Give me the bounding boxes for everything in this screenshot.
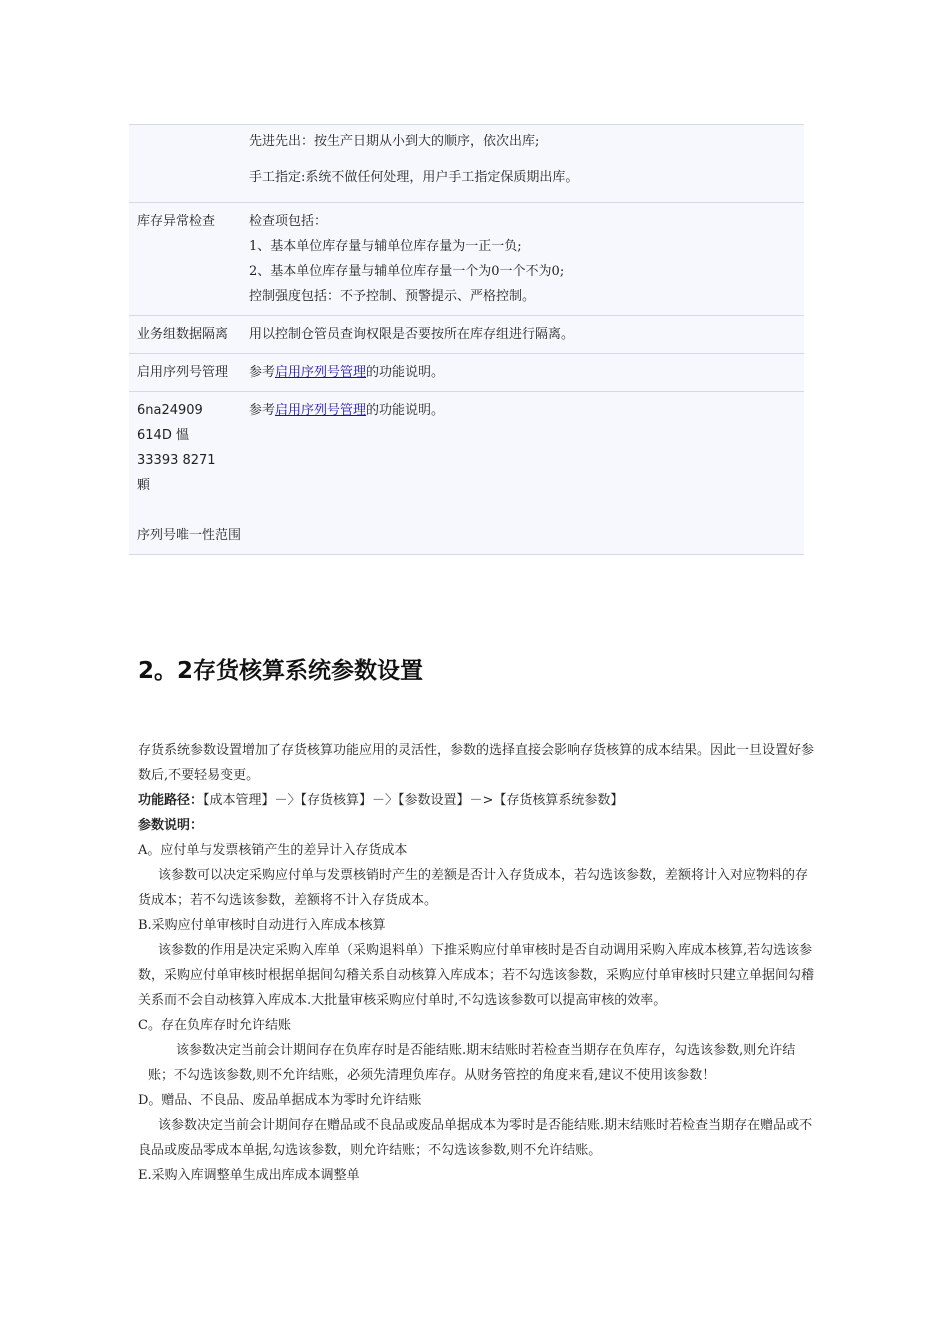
name-line: 33393 8271: [137, 453, 216, 468]
param-name-cell: 库存异常检查: [129, 203, 241, 316]
params-label: 参数说明：: [138, 818, 204, 833]
param-name-cell: 业务组数据隔离: [129, 316, 241, 354]
desc-prefix: 参考: [249, 365, 276, 380]
item-title: D。赠品、不良品、废品单据成本为零时允许结账: [138, 1093, 422, 1108]
desc-line: 2、基本单位库存量与辅单位库存量一个为0一个不为0;: [249, 264, 565, 279]
serial-number-management-link[interactable]: 启用序列号管理: [275, 403, 367, 418]
desc-suffix: 的功能说明。: [366, 365, 445, 380]
name-line: 614D 慍: [137, 428, 189, 443]
section-body: [138, 738, 814, 1188]
name-line: 6na24909: [137, 403, 203, 418]
desc-line: 1、基本单位库存量与辅单位库存量为一正一负;: [249, 239, 522, 254]
desc-line: 用以控制仓管员查询权限是否要按所在库存组进行隔离。: [249, 327, 575, 342]
function-path: [138, 788, 814, 813]
param-name-cell: [129, 125, 241, 203]
item-text: 该参数决定当前会计期间存在赠品或不良品或废品单据成本为零时是否能结账.期末结账时若检查当期存在赠品或不良品或废品零成本单据,勾选该参数，则允许结账；不勾选该参数,则不允许结账。: [138, 1118, 813, 1158]
item-title: E.采购入库调整单生成出库成本调整单: [138, 1168, 360, 1183]
param-desc-cell: [241, 392, 804, 555]
param-desc-cell: [241, 316, 804, 354]
item-title: B.采购应付单审核时自动进行入库成本核算: [138, 918, 386, 933]
desc-line: 控制强度包括：不予控制、预警提示、严格控制。: [249, 289, 536, 304]
intro-paragraph: 存货系统参数设置增加了存货核算功能应用的灵活性，参数的选择直接会影响存货核算的成本结果。因此一旦设置好参数后,不要轻易变更。: [138, 743, 815, 783]
desc-prefix: 参考: [249, 403, 276, 418]
desc-line: 手工指定:系统不做任何处理，用户手工指定保质期出库。: [249, 170, 579, 185]
param-desc-cell: [241, 125, 804, 203]
serial-number-management-link[interactable]: 启用序列号管理: [275, 365, 367, 380]
item-text: 该参数的作用是决定采购入库单（采购退料单）下推采购应付单审核时是否自动调用采购入库成本核算,若勾选该参数，采购应付单审核时根据单据间勾稽关系自动核算入库成本；若不勾选该参数，采购应付单审核时只建立单据间勾稽关系而不会自动核算入库成本.大批量审核采购应付单时,不勾选该参数可以提高审核的效率。: [138, 943, 815, 1008]
section-heading: 2。2存货核算系统参数设置: [138, 658, 424, 684]
desc-line: 检查项包括：: [249, 214, 328, 229]
desc-line: 先进先出：按生产日期从小到大的顺序，依次出库;: [249, 134, 540, 149]
param-name-cell: 启用序列号管理: [129, 354, 241, 392]
param-name-cell: [129, 392, 241, 555]
desc-suffix: 的功能说明。: [366, 403, 445, 418]
table-row: [129, 316, 804, 354]
item-title: A。应付单与发票核销产生的差异计入存货成本: [138, 843, 408, 858]
table-row: [129, 392, 804, 555]
table-row: [129, 203, 804, 316]
parameter-table: [129, 124, 804, 555]
item-title: C。存在负库存时允许结账: [138, 1018, 291, 1033]
path-value: 【成本管理】－〉【存货核算】－〉【参数设置】－>【存货核算系统参数】: [203, 793, 624, 808]
name-line: 序列号唯一性范围: [137, 528, 242, 543]
item-text: 该参数可以决定采购应付单与发票核销时产生的差额是否计入存货成本，若勾选该参数，差额将计入对应物料的存货成本；若不勾选该参数，差额将不计入存货成本。: [138, 868, 809, 908]
path-label: 功能路径：: [138, 793, 204, 808]
table-row: [129, 125, 804, 203]
param-desc-cell: [241, 354, 804, 392]
param-desc-cell: [241, 203, 804, 316]
item-text: 该参数决定当前会计期间存在负库存时是否能结账.期末结账时若检查当期存在负库存，勾选该参数,则允许结账；不勾选该参数,则不允许结账，必须先清理负库存。从财务管控的角度来看,建议不使用该参数！: [148, 1043, 796, 1083]
name-line: 顆: [137, 478, 151, 493]
table-row: [129, 354, 804, 392]
